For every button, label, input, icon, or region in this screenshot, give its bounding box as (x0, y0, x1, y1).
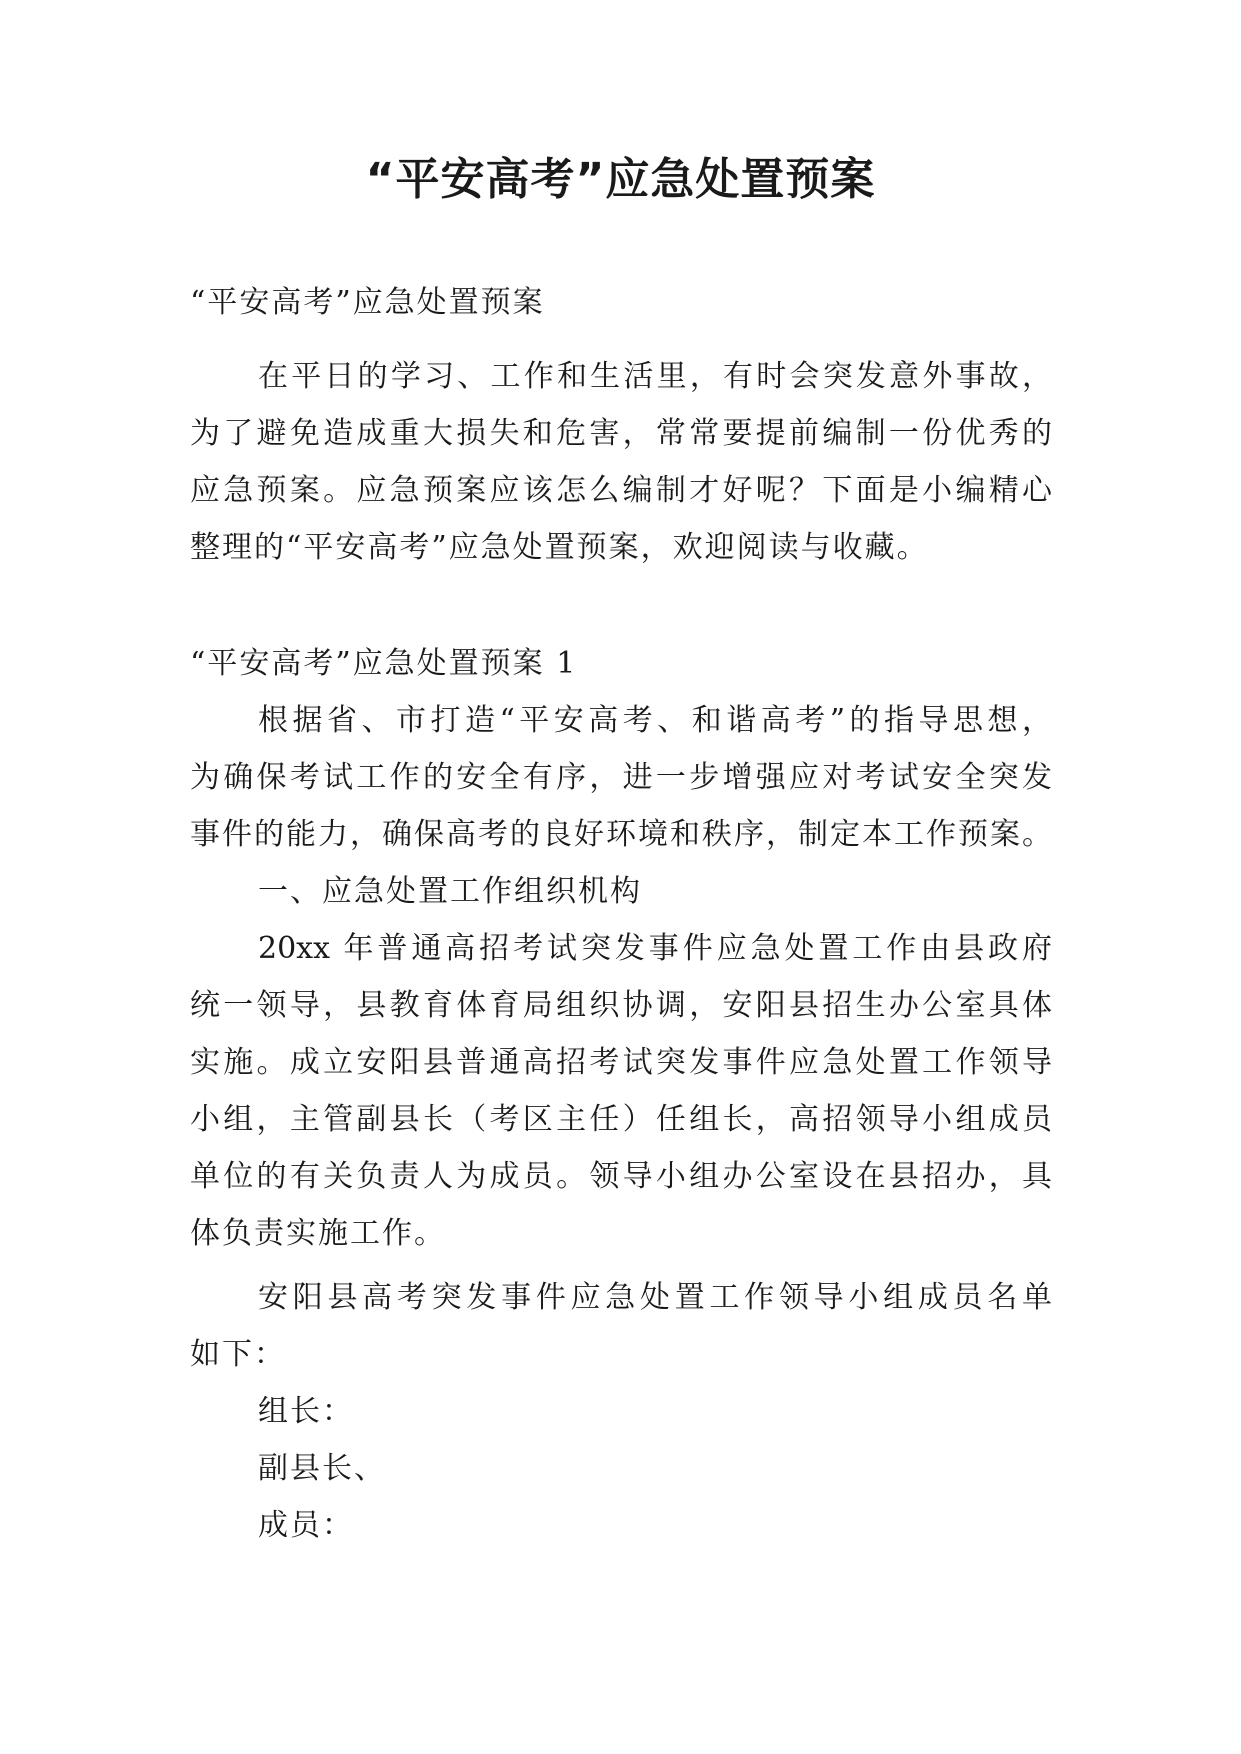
text-line: 如下： (190, 1337, 286, 1372)
text-line: 体负责实施工作。 (190, 1216, 446, 1251)
text-line: 实施。成立安阳县普通高招考试突发事件应急处置工作领导 (190, 1045, 1052, 1080)
text-line: 在平日的学习、工作和生活里，有时会突发意外事故， (258, 359, 1052, 394)
text-line: 一、应急处置工作组织机构 (258, 874, 642, 909)
text-line: 成员： (258, 1508, 354, 1543)
document-title: “平安高考”应急处置预案 (365, 154, 876, 205)
text-line: “平安高考”应急处置预案 1 (190, 646, 578, 681)
text-line: 安阳县高考突发事件应急处置工作领导小组成员名单 (258, 1280, 1052, 1315)
text-line: 统一领导，县教育体育局组织协调，安阳县招生办公室具体 (190, 988, 1052, 1023)
text-line: 副县长、 (258, 1451, 386, 1486)
text-line: 应急预案。应急预案应该怎么编制才好呢？下面是小编精心 (190, 473, 1052, 508)
text-line: 为确保考试工作的安全有序，进一步增强应对考试安全突发 (190, 760, 1052, 795)
text-line: 20xx 年普通高招考试突发事件应急处置工作由县政府 (258, 931, 1052, 966)
text-line: 为了避免造成重大损失和危害，常常要提前编制一份优秀的 (190, 416, 1052, 451)
text-line: “平安高考”应急处置预案 (190, 285, 545, 320)
text-line: 整理的“平安高考”应急处置预案，欢迎阅读与收藏。 (190, 530, 929, 565)
text-line: 单位的有关负责人为成员。领导小组办公室设在县招办，具 (190, 1159, 1052, 1194)
text-line: 事件的能力，确保高考的良好环境和秩序，制定本工作预案。 (190, 817, 1052, 852)
text-line: 根据省、市打造“平安高考、和谐高考”的指导思想， (258, 703, 1052, 738)
text-line: 组长： (258, 1394, 354, 1429)
text-line: 小组，主管副县长（考区主任）任组长，高招领导小组成员 (190, 1102, 1052, 1137)
